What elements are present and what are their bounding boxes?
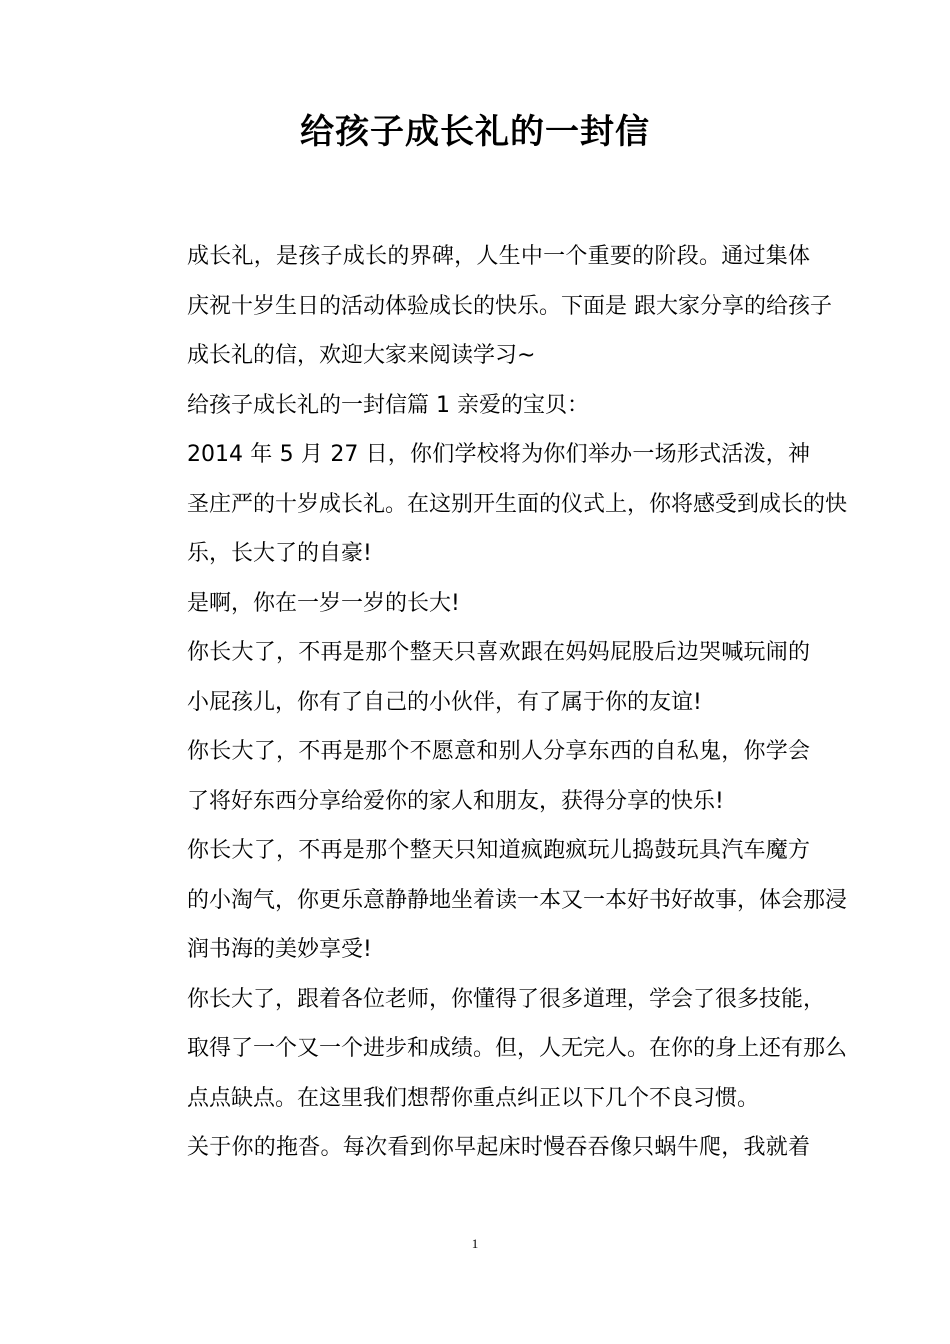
paragraph xyxy=(143,232,832,381)
text-line: 2014 年 5 月 27 日，你们学校将为你们举办一场形式活泼，神 xyxy=(187,442,810,467)
paragraph xyxy=(143,381,810,431)
text-line: 了将好东西分享给爱你的家人和朋友，获得分享的快乐! xyxy=(187,788,724,814)
text-line: 圣庄严的十岁成长礼。在这别开生面的仪式上，你将感受到成长的快 xyxy=(187,491,848,517)
page-number: 1 xyxy=(471,1236,479,1251)
text-line: 你长大了，不再是那个整天只知道疯跑疯玩儿捣鼓玩具汽车魔方 xyxy=(187,838,810,863)
text-line: 取得了一个又一个进步和成绩。但，人无完人。在你的身上还有那么 xyxy=(187,1036,848,1061)
paragraph xyxy=(143,628,810,727)
paragraph xyxy=(143,975,848,1124)
paragraph xyxy=(143,826,848,975)
text-line: 小屁孩儿，你有了自己的小伙伴，有了属于你的友谊! xyxy=(187,689,702,715)
document-title: 给孩子成长礼的一封信 xyxy=(300,112,650,152)
paragraph xyxy=(143,430,848,579)
text-line: 是啊，你在一岁一岁的长大! xyxy=(187,590,460,616)
text-line: 关于你的拖沓。每次看到你早起床时慢吞吞像只蜗牛爬，我就着 xyxy=(187,1135,810,1160)
text-line: 你长大了，不再是那个不愿意和别人分享东西的自私鬼，你学会 xyxy=(187,739,810,764)
text-line: 润书海的美妙享受! xyxy=(187,937,372,962)
text-line: 成长礼的信，欢迎大家来阅读学习~ xyxy=(187,343,536,368)
text-line: 你长大了，跟着各位老师，你懂得了很多道理，学会了很多技能， xyxy=(187,986,826,1012)
text-line: 你长大了，不再是那个整天只喜欢跟在妈妈屁股后边哭喊玩闹的 xyxy=(187,640,810,665)
document-body xyxy=(143,232,848,1173)
text-line: 点点缺点。在这里我们想帮你重点纠正以下几个不良习惯。 xyxy=(187,1085,760,1111)
text-line: 庆祝十岁生日的活动体验成长的快乐。下面是 跟大家分享的给孩子 xyxy=(187,293,832,319)
paragraph xyxy=(143,579,810,629)
text-line: 的小淘气，你更乐意静静地坐着读一本又一本好书好故事，体会那浸 xyxy=(187,887,848,913)
paragraph xyxy=(143,1123,810,1173)
text-line: 乐，长大了的自豪! xyxy=(187,541,372,566)
paragraph xyxy=(143,727,810,826)
text-line: 成长礼，是孩子成长的界碑，人生中一个重要的阶段。通过集体 xyxy=(187,244,810,269)
text-line: 给孩子成长礼的一封信篇 1 亲爱的宝贝： xyxy=(187,392,589,418)
